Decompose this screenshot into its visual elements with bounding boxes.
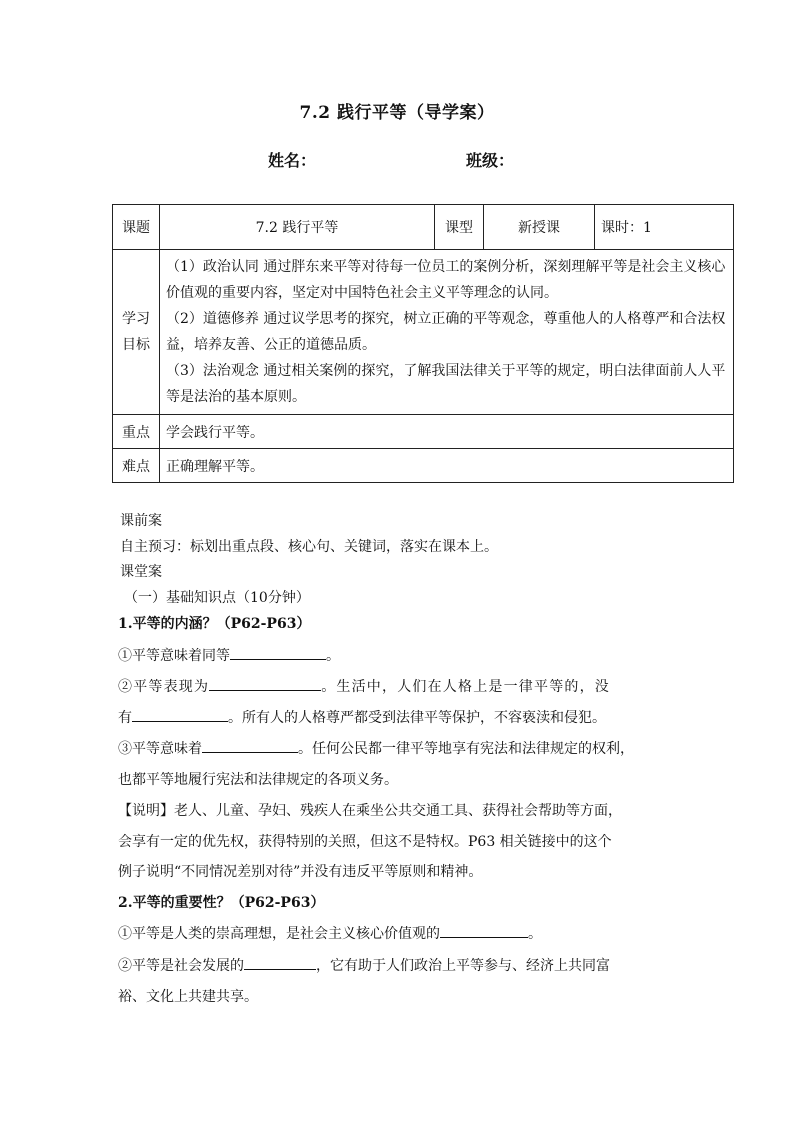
type-value: 新授课 (484, 205, 595, 250)
q1-item-c-cont: 也都平等地履行宪法和法律规定的各项义务。 (118, 772, 398, 788)
blank-field[interactable] (202, 738, 298, 753)
difficult-point-label: 难点 (113, 449, 160, 483)
section-heading: （一）基础知识点（10分钟） (124, 590, 310, 606)
name-label: 姓名： (268, 151, 317, 170)
q1-item-b (118, 676, 610, 696)
q1-item-c (118, 738, 634, 758)
q1-c-rest: 。任何公民都一律平等地享有宪法和法律规定的权利， (298, 741, 634, 757)
q1-a-text: ①平等意味着同等 (118, 648, 230, 664)
question-1-title: 1.平等的内涵？（P62-P63） (118, 616, 311, 632)
q2-item-b (118, 955, 610, 975)
worksheet-body (120, 0, 680, 1123)
note-line: 例子说明“不同情况差别对待”并没有违反平等原则和精神。 (118, 864, 483, 880)
hours-value: 课时：1 (595, 205, 734, 250)
q2-item-b-cont: 裕、文化上共建共享。 (118, 989, 258, 1005)
q1-c-text: ③平等意味着 (118, 741, 202, 757)
topic-label: 课题 (113, 205, 160, 250)
q1-a-end: 。 (326, 648, 340, 664)
blank-field[interactable] (244, 955, 316, 970)
question-2-title: 2.平等的重要性？（P62-P63） (118, 895, 325, 911)
preview-text: 自主预习：标划出重点段、核心句、关键词，落实在课本上。 (120, 539, 498, 555)
blank-field[interactable] (209, 676, 321, 691)
q1-b-rest: 。生活中，人们在人格上是一律平等的，没 (321, 679, 611, 695)
blank-field[interactable] (440, 923, 528, 938)
q1-b-text: ②平等表现为 (118, 679, 210, 695)
blank-field[interactable] (132, 707, 228, 722)
q2-b-rest: ，它有助于人们政治上平等参与、经济上共同富 (316, 958, 610, 974)
q1-b2-rest: 。所有人的人格尊严都受到法律平等保护，不容亵渎和侵犯。 (228, 710, 606, 726)
q2-a-text: ①平等是人类的崇高理想，是社会主义核心价值观的 (118, 926, 440, 942)
note-line: 会享有一定的优先权，获得特别的关照，但这不是特权。P63 相关链接中的这个 (118, 834, 612, 850)
key-point-text: 学会践行平等。 (166, 424, 264, 441)
q1-b2-text: 有 (118, 710, 132, 726)
q2-b-text: ②平等是社会发展的 (118, 958, 244, 974)
pre-class-heading: 课前案 (120, 513, 162, 529)
goal-item: （1）政治认同 通过胖东来平等对待每一位员工的案例分析，深刻理解平等是社会主义核心价值观的重要内容，坚定对中国特色社会主义平等理念的认同。 (166, 259, 726, 301)
goal-item: （2）道德修养 通过议学思考的探究，树立正确的平等观念，尊重他人的人格尊严和合法权益，培养友善、公正的道德品质。 (166, 311, 726, 353)
q2-item-a (118, 923, 542, 943)
note-line: 【说明】老人、儿童、孕妇、残疾人在乘坐公共交通工具、获得社会帮助等方面， (118, 803, 622, 819)
difficult-point-text: 正确理解平等。 (166, 458, 264, 475)
q2-a-end: 。 (528, 926, 542, 942)
class-label: 班级： (466, 151, 515, 170)
goals-label: 学习目标 (113, 250, 160, 415)
page-title: 7.2 践行平等（导学案） (299, 103, 495, 123)
key-point-label: 重点 (113, 415, 160, 449)
goal-item: （3）法治观念 通过相关案例的探究，了解我国法律关于平等的规定，明白法律面前人人平等是法治的基本原则。 (166, 363, 726, 405)
blank-field[interactable] (230, 645, 326, 660)
topic-value: 7.2 践行平等 (160, 205, 435, 250)
q1-item-a (118, 645, 340, 665)
type-label: 课型 (435, 205, 484, 250)
in-class-heading: 课堂案 (120, 564, 162, 580)
q1-item-b-cont (118, 707, 606, 727)
